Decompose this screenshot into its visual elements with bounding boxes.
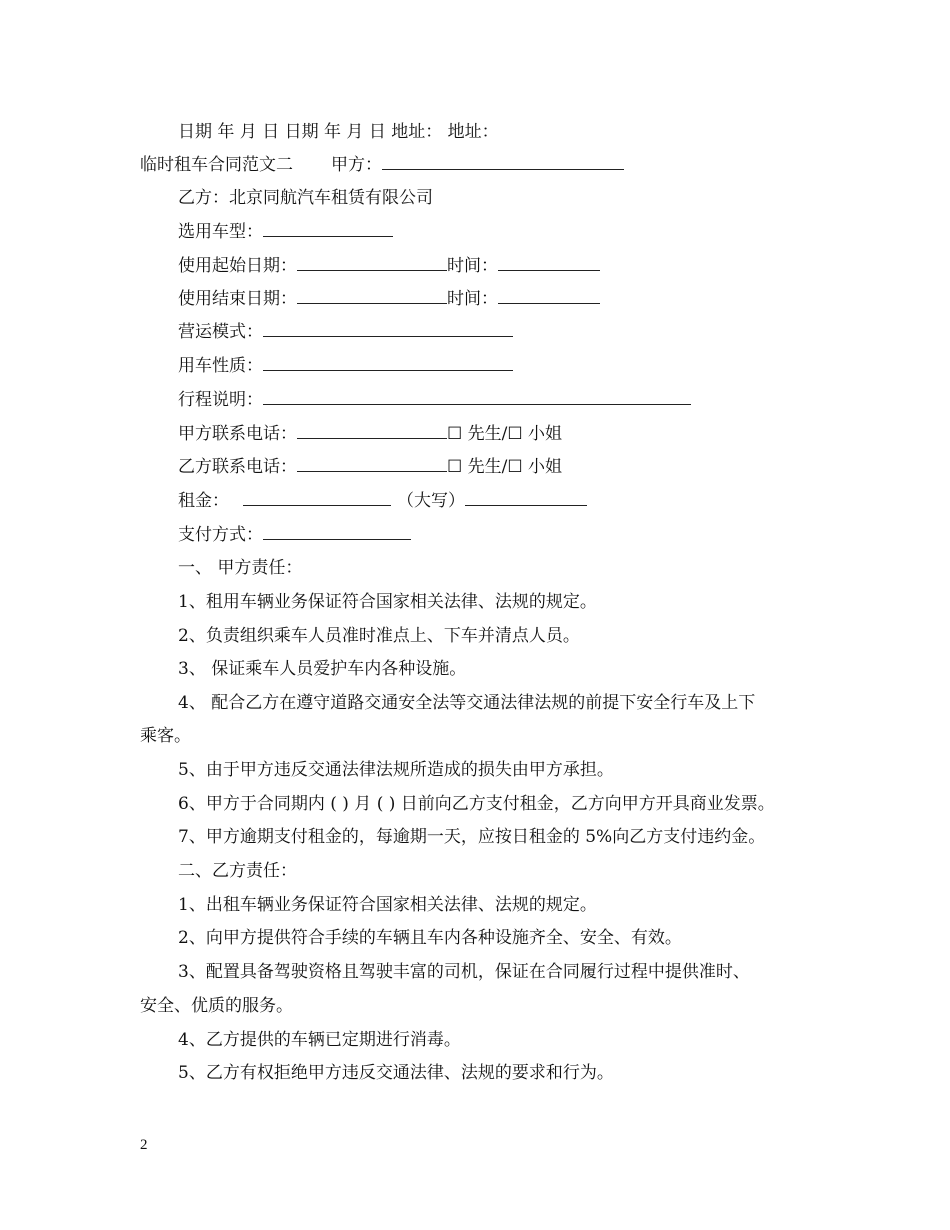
itinerary-label: 行程说明：: [178, 390, 263, 410]
title-line: [140, 154, 624, 176]
operation-mode-blank: [263, 321, 513, 337]
payment-label: 支付方式：: [178, 525, 263, 545]
start-date-label: 使用起始日期：: [178, 256, 297, 276]
party-a-phone-line: [178, 423, 562, 445]
party-b-phone-label: 乙方联系电话：: [178, 457, 297, 477]
itinerary-blank: [263, 389, 691, 405]
start-time-label: 时间：: [447, 256, 498, 276]
end-time-blank: [498, 288, 600, 304]
end-time-label: 时间：: [447, 289, 498, 309]
section-a-item-continuation: 乘客。: [140, 726, 191, 746]
party-b-phone-line: [178, 456, 562, 478]
party-b-salutation: ☐ 先生/☐ 小姐: [447, 457, 563, 477]
section-a-item: 6、甲方于合同期内 ( ) 月 ( ) 日前向乙方支付租金，乙方向甲方开具商业发票。: [178, 794, 775, 814]
section-b-item: 2、向甲方提供符合手续的车辆且车内各种设施齐全、安全、有效。: [178, 928, 682, 948]
section-a-item: 3、 保证乘车人员爱护车内各种设施。: [178, 659, 467, 679]
section-b-item: 4、乙方提供的车辆已定期进行消毒。: [178, 1030, 461, 1050]
car-type-blank: [263, 221, 393, 237]
operation-mode-line: [178, 321, 513, 343]
section-b-heading: 二、乙方责任：: [178, 861, 297, 881]
section-b-item: 5、乙方有权拒绝甲方违反交通法律、法规的要求和行为。: [178, 1063, 614, 1083]
section-a-item: 4、 配合乙方在遵守道路交通安全法等交通法律法规的前提下安全行车及上下: [178, 693, 756, 713]
party-b-line: 乙方：北京同航汽车租赁有限公司: [178, 188, 433, 208]
page-number: 2: [140, 1137, 148, 1153]
car-type-label: 选用车型：: [178, 222, 263, 242]
end-date-label: 使用结束日期：: [178, 289, 297, 309]
header-line: 日期 年 月 日 日期 年 月 日 地址： 地址：: [178, 122, 499, 142]
end-date-line: [178, 288, 600, 310]
party-a-phone-blank: [297, 423, 447, 439]
start-time-blank: [498, 255, 600, 271]
usage-nature-label: 用车性质：: [178, 356, 263, 376]
usage-nature-blank: [263, 355, 513, 371]
rent-label: 租金：: [178, 491, 229, 511]
party-a-blank: [382, 154, 624, 170]
usage-nature-line: [178, 355, 513, 377]
start-date-blank: [297, 255, 447, 271]
section-b-item-continuation: 安全、优质的服务。: [140, 996, 293, 1016]
end-date-blank: [297, 288, 447, 304]
car-type-line: [178, 221, 393, 243]
party-a-phone-label: 甲方联系电话：: [178, 424, 297, 444]
section-b-item: 1、出租车辆业务保证符合国家相关法律、法规的规定。: [178, 895, 597, 915]
party-b-phone-blank: [297, 456, 447, 472]
section-b-item: 3、配置具备驾驶资格且驾驶丰富的司机，保证在合同履行过程中提供准时、: [178, 962, 750, 982]
rent-line: [178, 490, 587, 512]
section-a-item: 7、甲方逾期支付租金的，每逾期一天，应按日租金的 5%向乙方支付违约金。: [178, 827, 766, 847]
payment-line: [178, 524, 411, 546]
party-a-salutation: ☐ 先生/☐ 小姐: [447, 424, 563, 444]
rent-caps-blank: [465, 490, 587, 506]
section-a-item: 5、由于甲方违反交通法律法规所造成的损失由甲方承担。: [178, 760, 614, 780]
section-a-item: 2、负责组织乘车人员准时准点上、下车并清点人员。: [178, 626, 580, 646]
itinerary-line: [178, 389, 691, 411]
start-date-line: [178, 255, 600, 277]
rent-blank: [243, 490, 391, 506]
section-a-heading: 一、 甲方责任：: [178, 558, 303, 578]
party-a-label: 甲方：: [331, 155, 382, 175]
section-a-item: 1、租用车辆业务保证符合国家相关法律、法规的规定。: [178, 592, 597, 612]
document-title: 临时租车合同范文二: [140, 155, 293, 175]
operation-mode-label: 营运模式：: [178, 322, 263, 342]
rent-caps-label: （大写）: [397, 491, 465, 511]
payment-blank: [263, 524, 411, 540]
